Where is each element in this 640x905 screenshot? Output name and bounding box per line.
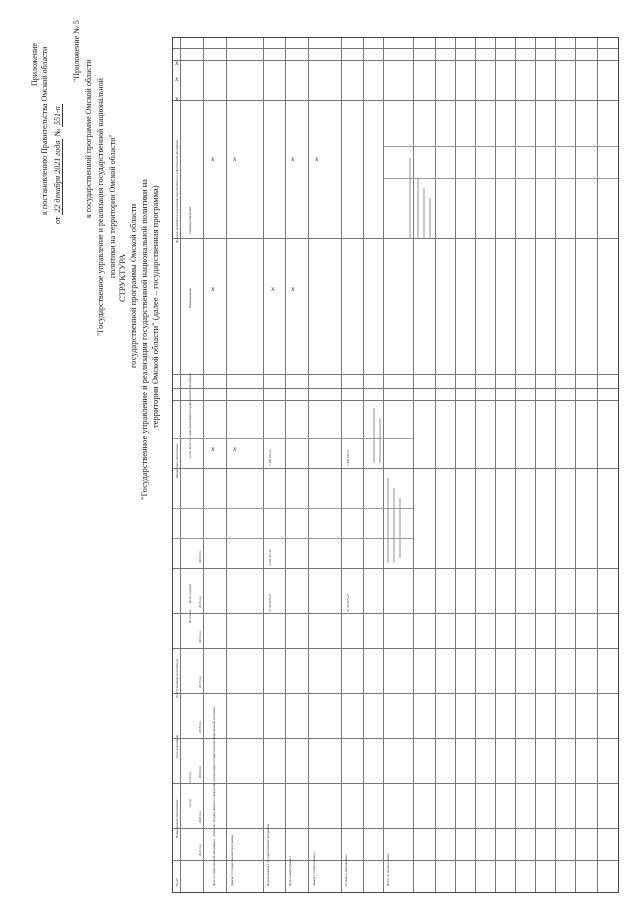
- program-name-line2: политики на территории Омской области": [108, 134, 117, 278]
- head-to: по (год): [188, 772, 192, 783]
- head-from: с (год): [188, 799, 192, 808]
- year-2019: 2019 год: [198, 766, 202, 778]
- x-mark: Х: [211, 288, 215, 293]
- head-row-num: № п/п: [175, 877, 179, 886]
- head-indicators: Целевые индикаторы реализации мероприятия государственной программы: [175, 139, 179, 243]
- date-value: 22 декабря 2021 года: [53, 140, 62, 213]
- amount-total-b: 4 520 257,18: [268, 549, 272, 566]
- appendix5-line: "Приложение № 5: [72, 20, 81, 82]
- x-mark: Х: [175, 98, 179, 103]
- number-value: 551-п: [53, 106, 62, 126]
- x-mark: Х: [271, 288, 275, 293]
- x-mark: Х: [291, 158, 295, 163]
- structure-table: [172, 37, 619, 893]
- x-mark: Х: [175, 78, 179, 83]
- resolution-line: к постановлению Правительства Омской области: [40, 46, 49, 215]
- number-prefix: №: [53, 129, 62, 137]
- amount-total-a: 27 372 875,27: [268, 593, 272, 612]
- row-subprogram1: Подпрограмма 1 государственной программы: [266, 823, 270, 886]
- head-finance: Финансовое обеспечение: [175, 443, 179, 478]
- head-executor: Ответственный исполнитель: [175, 658, 179, 698]
- title-program: государственной программы Омской области: [128, 203, 138, 368]
- amount-measure-a: 27 372 875,27: [346, 593, 350, 612]
- year-2014: 2014 год: [198, 551, 202, 563]
- row-task1: Задача 1 государственной программы: [230, 834, 234, 886]
- program-name-line1: "Государственное управление и реализация государственной национальной: [96, 78, 105, 336]
- row-total: Итого по подпрограмме: [386, 853, 390, 886]
- year-2018: 2018 год: [198, 721, 202, 733]
- row-sub-goal: Цель подпрограммы 1: [288, 855, 292, 886]
- x-mark: Х: [315, 158, 319, 163]
- amount-total-c: 2 696 192,51: [268, 449, 272, 466]
- head-ind-name: Наименование: [188, 288, 192, 308]
- head-name: Наименование мероприятия: [175, 799, 179, 838]
- year-2017: 2017 год: [198, 676, 202, 688]
- year-2020: 2020 год: [198, 811, 202, 823]
- x-mark: Х: [175, 62, 179, 67]
- amount-measure-c: 2 696 192,51: [346, 449, 350, 466]
- row-goal: Цель государственной программы – Развитие государственного управления и реализация государственной национальной политики: [212, 707, 216, 886]
- date-prefix: от: [53, 216, 62, 224]
- head-unit: Единица измерения: [188, 207, 192, 234]
- x-mark: Х: [233, 448, 237, 453]
- year-2015: 2015 год: [198, 596, 202, 608]
- program-line: к государственной программе Омской области: [84, 59, 93, 218]
- row-main-measure: Основное мероприятие: [344, 854, 348, 886]
- year-2021: 2021 год: [198, 844, 202, 856]
- x-mark: Х: [211, 448, 215, 453]
- title-structure: СТРУКТУРА: [117, 253, 127, 302]
- head-term: Срок реализации: [175, 734, 179, 758]
- title-program-name: "Государственное управление и реализация государственной национальной политики на: [139, 178, 149, 500]
- x-mark: Х: [211, 158, 215, 163]
- head-total: Всего, рублей: [188, 584, 192, 603]
- row-sub-task: Задача 1 подпрограммы 1: [312, 851, 316, 886]
- year-2016: 2016 год: [198, 631, 202, 643]
- x-mark: Х: [233, 158, 237, 163]
- x-mark: Х: [291, 288, 295, 293]
- head-source: Источник: [188, 609, 192, 623]
- appendix-label: Приложение: [30, 43, 39, 86]
- title-program-name-cont: территории Омской области" (далее – государственная программа): [150, 185, 160, 428]
- head-by-years: в том числе по годам реализации государственной программы: [188, 373, 192, 458]
- resolution-date-line: [53, 104, 62, 224]
